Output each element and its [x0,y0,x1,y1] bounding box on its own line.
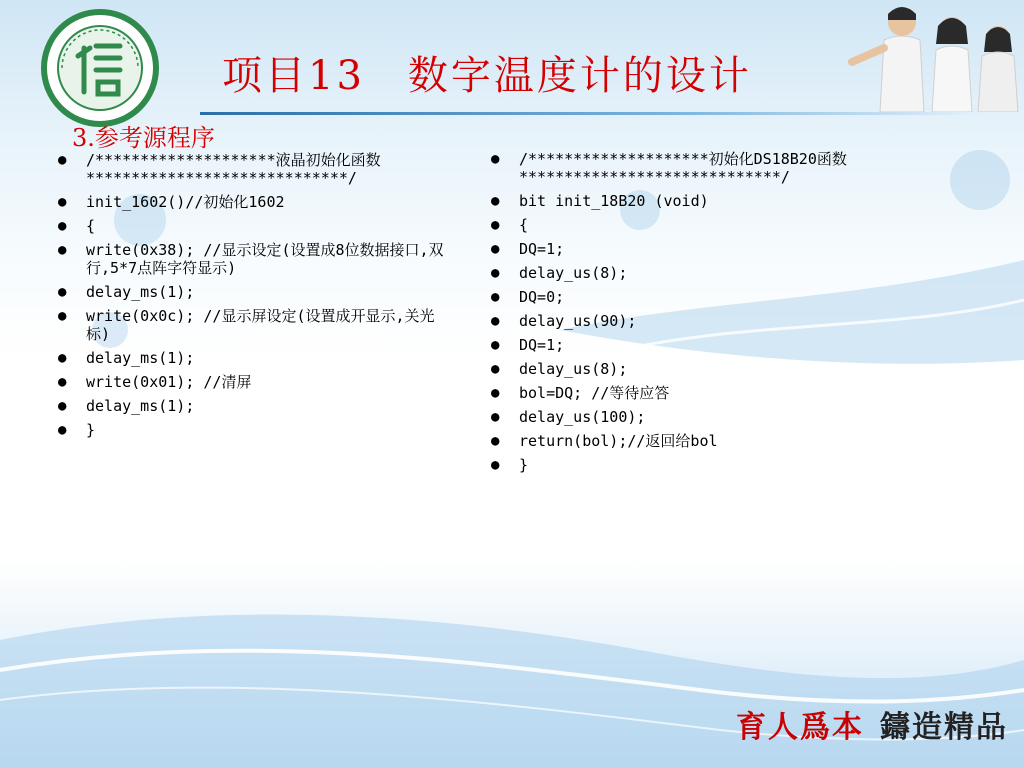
list-item [485,336,885,354]
code-line: DQ=1; [519,240,565,258]
code-line: write(0x01); //清屏 [86,373,252,391]
code-line: /********************初始化DS18B20函数*****************************/ [519,150,847,186]
code-line: delay_us(90); [519,312,637,330]
list-item [485,432,885,450]
bullet-icon: ● [491,241,500,257]
list-item [485,456,885,474]
code-line: bit init_18B20 (void) [519,192,709,210]
right-code-list [485,150,885,480]
code-line: write(0x38); //显示设定(设置成8位数据接口,双行,5*7点阵字符显示) [86,241,444,277]
code-line: delay_us(100); [519,408,646,426]
list-item [52,373,452,391]
students-photo-icon [832,0,1024,112]
list-item [485,312,885,330]
bullet-icon: ● [491,217,500,233]
list-item [52,421,452,439]
code-line: } [519,456,529,474]
code-line: return(bol);//返回给bol [519,432,718,450]
list-item [485,288,885,306]
left-code-list [52,151,452,445]
code-line: DQ=0; [519,288,565,306]
bullet-icon: ● [491,313,500,329]
bullet-icon: ● [58,374,67,390]
bullet-icon: ● [491,433,500,449]
bullet-icon: ● [491,337,500,353]
school-seal-icon [40,8,160,128]
bullet-icon: ● [58,242,67,258]
bullet-icon: ● [58,398,67,414]
code-line: bol=DQ; //等待应答 [519,384,670,402]
code-line: delay_us(8); [519,360,628,378]
list-item [485,384,885,402]
bullet-icon: ● [491,193,500,209]
bullet-icon: ● [491,457,500,473]
bullet-icon: ● [58,308,67,324]
list-item [485,240,885,258]
bullet-icon: ● [491,289,500,305]
header-divider [200,112,980,115]
list-item [52,241,452,277]
list-item [52,193,452,211]
list-item [52,283,452,301]
bullet-icon: ● [58,350,67,366]
list-item [485,264,885,282]
list-item [52,307,452,343]
bullet-icon: ● [58,218,67,234]
code-line: /********************液晶初始化函数*****************************/ [86,151,381,187]
bullet-icon: ● [58,152,67,168]
bullet-icon: ● [58,284,67,300]
code-line: delay_ms(1); [86,283,195,301]
list-item [52,397,452,415]
list-item [485,192,885,210]
bullet-icon: ● [491,361,500,377]
footer-slogan-part2: 鑄造精品 [880,710,1008,745]
footer-slogan [736,702,1008,746]
bullet-icon: ● [491,265,500,281]
section-heading: 3.参考源程序 [72,124,215,152]
list-item [485,150,885,186]
slide-title: 项目13 数字温度计的设计 [222,53,752,99]
list-item [485,216,885,234]
list-item [52,217,452,235]
bullet-icon: ● [491,385,500,401]
list-item [485,360,885,378]
code-line: write(0x0c); //显示屏设定(设置成开显示,关光标) [86,307,435,343]
code-line: delay_ms(1); [86,397,195,415]
code-line: delay_us(8); [519,264,628,282]
list-item [52,151,452,187]
code-line: } [86,421,96,439]
code-line: delay_ms(1); [86,349,195,367]
code-line: { [86,217,96,235]
code-line: { [519,216,529,234]
list-item [485,408,885,426]
code-line: init_1602()//初始化1602 [86,193,285,211]
bullet-icon: ● [58,422,67,438]
code-line: DQ=1; [519,336,565,354]
list-item [52,349,452,367]
bullet-icon: ● [491,151,500,167]
bullet-icon: ● [58,194,67,210]
footer-slogan-part1: 育人爲本 [736,710,864,745]
bullet-icon: ● [491,409,500,425]
